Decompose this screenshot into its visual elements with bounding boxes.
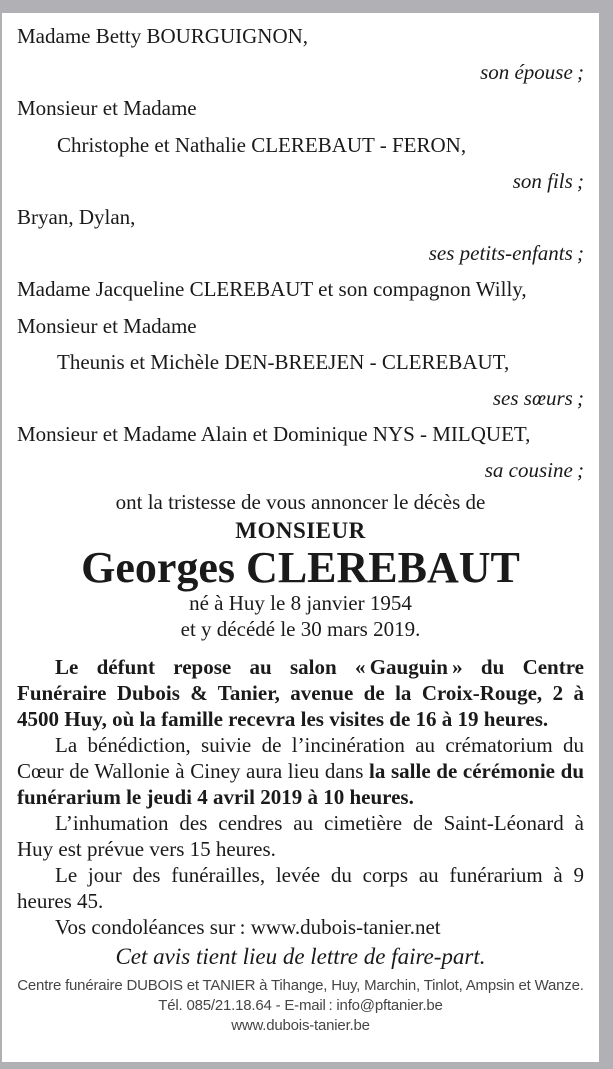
relation-label-sisters: ses sœurs ; — [492, 386, 584, 411]
relation-label-son: son fils ; — [512, 168, 584, 193]
death-line: et y décédé le 30 mars 2019. — [180, 616, 421, 641]
paragraph-inhumation: L’inhumation des cendres au cimetière de Saint-Léonard à Huy est prévue vers 15 heures. — [17, 810, 584, 861]
family-line-sister1: Madame Jacqueline CLEREBAUT et son compagnon Willy, — [17, 277, 527, 302]
announcement-intro: ont la tristesse de vous annoncer le décès de — [115, 489, 486, 514]
family-line-son-prefix: Monsieur et Madame — [17, 96, 197, 121]
family-line-sister2-name: Theunis et Michèle DEN-BREEJEN - CLEREBAUT, — [57, 349, 510, 374]
footer-funeral-home-line: Centre funéraire DUBOIS et TANIER à Tihange, Huy, Marchin, Tinlot, Ampsin et Wanze. — [17, 976, 584, 994]
deceased-name: Georges CLEREBAUT — [81, 542, 520, 592]
family-line-cousin-name: Monsieur et Madame Alain et Dominique NYS - MILQUET, — [17, 422, 531, 447]
relation-label-grandchildren: ses petits-enfants ; — [428, 241, 584, 266]
paragraph-levee-du-corps: Le jour des funérailles, levée du corps au funérarium à 9 heures 45. — [17, 862, 584, 913]
family-list — [17, 18, 584, 489]
footer-contact-line: Tél. 085/21.18.64 - E-mail : info@pftanier.be — [158, 996, 443, 1014]
condolences-line: Vos condoléances sur : www.dubois-tanier.net — [55, 914, 441, 939]
ceremony-details — [17, 654, 584, 941]
family-line-son-name: Christophe et Nathalie CLEREBAUT - FERON, — [57, 132, 467, 157]
announcement-block — [17, 489, 584, 642]
relation-label-cousin: sa cousine ; — [484, 458, 584, 483]
paragraph-benediction — [17, 732, 584, 810]
deceased-honorific: MONSIEUR — [235, 517, 366, 543]
family-line-grandchildren: Bryan, Dylan, — [17, 205, 136, 230]
footer-website-line: www.dubois-tanier.be — [231, 1016, 370, 1034]
obituary-card — [2, 13, 599, 1062]
paragraph-benediction-regular: La bénédiction, suivie de l’incinération au crématorium du Cœur de Wallonie à Ciney aura lieu dans — [17, 732, 584, 783]
birth-line: né à Huy le 8 janvier 1954 — [189, 590, 412, 615]
faire-part-notice: Cet avis tient lieu de lettre de faire-part. — [115, 943, 486, 969]
paragraph-benediction-bold: la salle de cérémonie du funérarium le jeudi 4 avril 2019 à 10 heures. — [17, 758, 584, 809]
family-line-spouse-name: Madame Betty BOURGUIGNON, — [17, 24, 309, 48]
paragraph-repose: Le défunt repose au salon « Gauguin » du Centre Funéraire Dubois & Tanier, avenue de la Croix-Rouge, 2 à 4500 Huy, où la famille recevra les visites de 16 à 19 heures. — [17, 654, 584, 731]
family-line-sister2-prefix: Monsieur et Madame — [17, 313, 197, 338]
funeral-home-footer — [17, 976, 584, 1036]
relation-label-spouse: son épouse ; — [480, 60, 584, 85]
